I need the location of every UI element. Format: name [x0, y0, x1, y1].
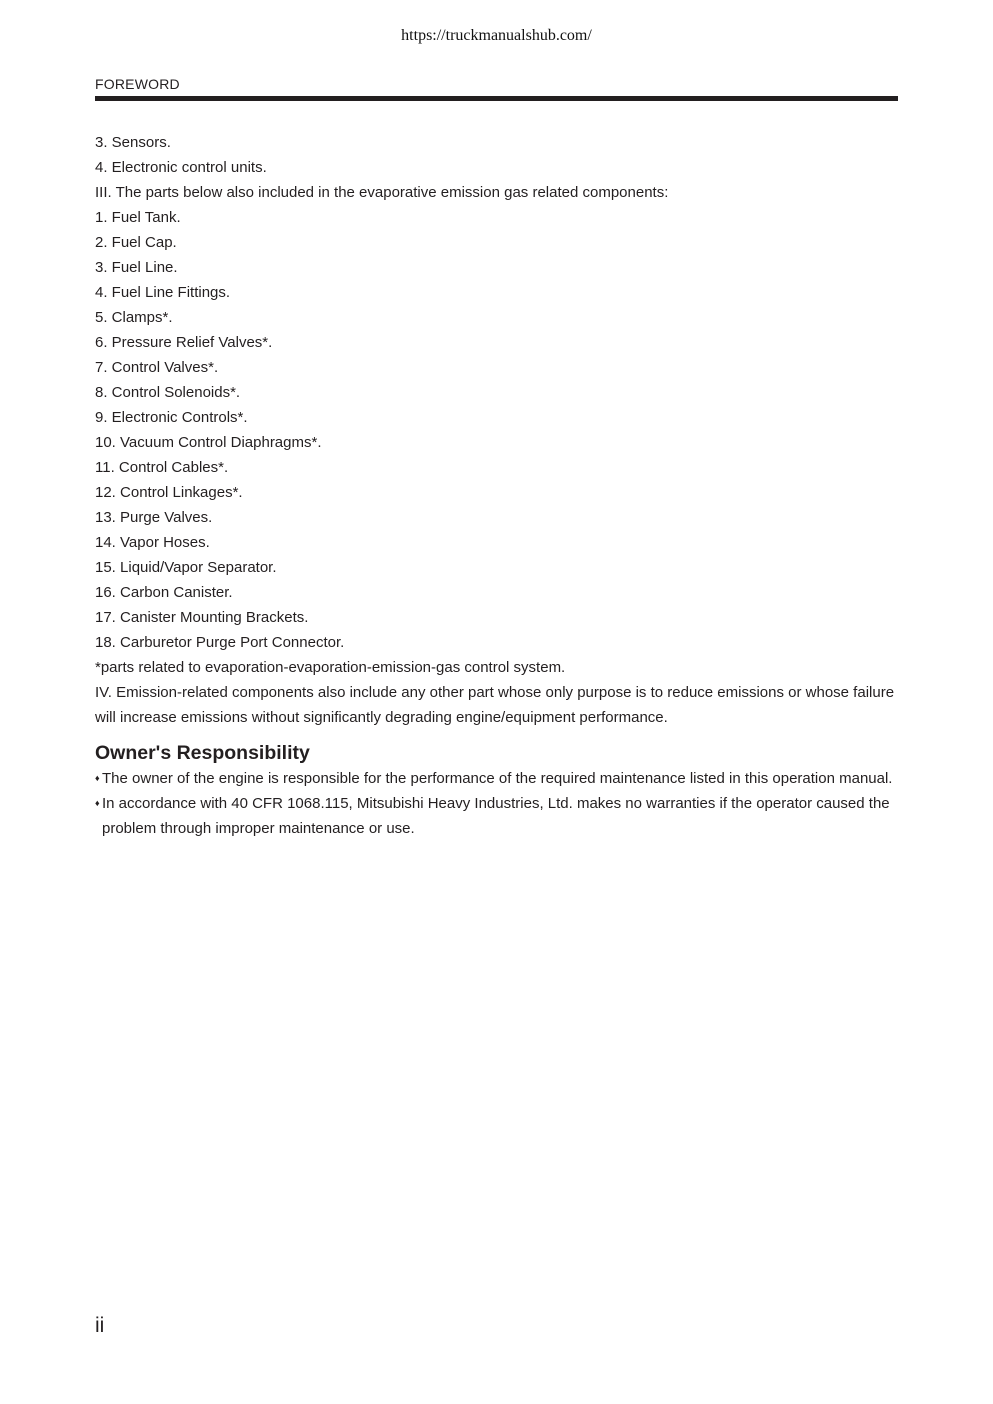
- list-item: 9. Electronic Controls*.: [95, 409, 248, 426]
- list-item: 14. Vapor Hoses.: [95, 534, 210, 551]
- bullet-text: In accordance with 40 CFR 1068.115, Mitsubishi Heavy Industries, Ltd. makes no warranties if the operator caused the problem through improper maintenance or use.: [102, 795, 890, 837]
- list-item: 15. Liquid/Vapor Separator.: [95, 559, 277, 576]
- list-item: 2. Fuel Cap.: [95, 234, 177, 251]
- owner-responsibility-heading: Owner's Responsibility: [95, 742, 310, 764]
- source-url: https://truckmanualshub.com/: [401, 27, 592, 44]
- header-rule: [95, 96, 898, 101]
- list-item: 3. Fuel Line.: [95, 259, 178, 276]
- list-item: 16. Carbon Canister.: [95, 584, 233, 601]
- list-item: 18. Carburetor Purge Port Connector.: [95, 634, 345, 651]
- footnote: *parts related to evaporation-evaporation-emission-gas control system.: [95, 659, 566, 676]
- bullet-text: The owner of the engine is responsible for the performance of the required maintenance listed in this operation manual.: [102, 770, 893, 787]
- list-item: 13. Purge Valves.: [95, 509, 213, 526]
- list-item: 4. Electronic control units.: [95, 159, 267, 176]
- page-number: ii: [95, 1314, 105, 1337]
- bullet-item: [95, 791, 898, 841]
- section-intro: III. The parts below also included in the evaporative emission gas related components:: [95, 184, 669, 201]
- list-item: 6. Pressure Relief Valves*.: [95, 334, 273, 351]
- list-item: 11. Control Cables*.: [95, 459, 229, 476]
- diamond-bullet-icon: ♦: [95, 773, 100, 783]
- list-item: 17. Canister Mounting Brackets.: [95, 609, 309, 626]
- list-item: 1. Fuel Tank.: [95, 209, 181, 226]
- list-item: 4. Fuel Line Fittings.: [95, 284, 231, 301]
- diamond-bullet-icon: ♦: [95, 798, 100, 808]
- list-item: 8. Control Solenoids*.: [95, 384, 241, 401]
- bullet-item: [95, 766, 898, 791]
- paragraph-iv: IV. Emission-related components also include any other part whose only purpose is to reduce emissions or whose failure will increase emissions without significantly degrading engine/equipment performance.: [95, 684, 895, 726]
- list-item: 12. Control Linkages*.: [95, 484, 243, 501]
- list-item: 3. Sensors.: [95, 134, 171, 151]
- section-header: FOREWORD: [95, 76, 180, 92]
- list-item: 5. Clamps*.: [95, 309, 173, 326]
- page-content: [95, 130, 898, 841]
- list-item: 7. Control Valves*.: [95, 359, 219, 376]
- list-item: 10. Vacuum Control Diaphragms*.: [95, 434, 322, 451]
